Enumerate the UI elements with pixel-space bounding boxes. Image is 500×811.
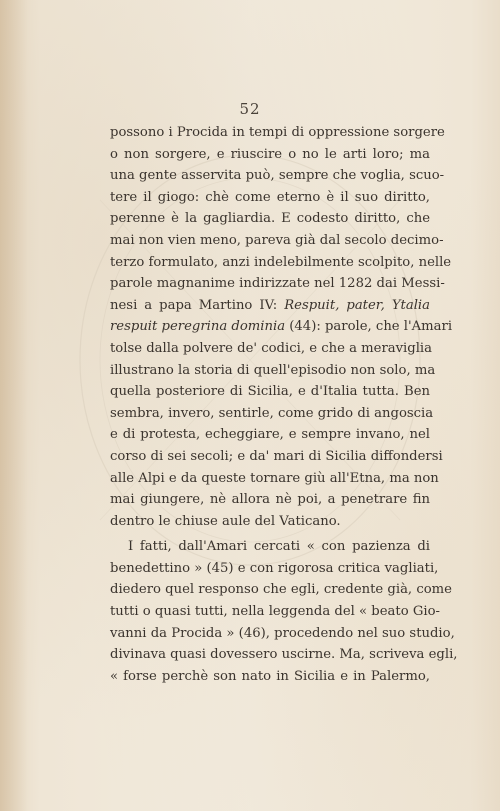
text-run: nesi a papa Martino IV:: [110, 297, 285, 313]
page-edge-stain: [0, 0, 28, 811]
text-line: quella posteriore di Sicilia, e d'Italia tutta. Ben: [110, 384, 430, 400]
page-number: 52: [239, 100, 261, 118]
text-line: sembra, invero, sentirle, come grido di angoscia: [110, 405, 434, 421]
text-line: possono i Procida in tempi di oppressione sorgere: [110, 125, 445, 140]
latin-quote: respuit peregrina dominia: [110, 319, 286, 335]
text-line: I fatti, dall'Amari cercati « con pazienza di: [128, 539, 430, 555]
text-line: tolse dalla polvere de' codici, e che a meraviglia: [110, 340, 433, 356]
text-line: o non sorgere, e riuscire o no le arti loro; ma: [110, 146, 430, 162]
text-line: benedettino » (45) e con rigorosa critica vagliati,: [110, 560, 439, 576]
text-line: diedero quel responso che egli, credente già, come: [110, 582, 452, 598]
text-line: e di protesta, echeggiare, e sempre invano, nel: [110, 427, 430, 443]
text-line: tutti o quasi tutti, nella leggenda del « beato Gio-: [110, 604, 440, 620]
text-line: [110, 316, 453, 338]
text-line: perenne è la gagliardia. E codesto diritto, che: [110, 211, 430, 227]
text-line: dentro le chiuse aule del Vaticano.: [110, 513, 341, 529]
text-run: (44): parole, che l'Amari: [285, 319, 453, 335]
text-line: alle Alpi e da queste tornare giù all'Etna, ma non: [110, 470, 439, 486]
latin-quote: Respuit, pater, Ytalia: [284, 297, 430, 313]
text-line: corso di sei secoli; e da' mari di Sicilia diffondersi: [110, 448, 443, 464]
text-line: illustrano la storia di quell'episodio non solo, ma: [110, 362, 436, 378]
text-line: parole magnanime indirizzate nel 1282 dai Messi-: [110, 276, 445, 292]
body-text: [110, 122, 458, 687]
text-line: mai non vien meno, pareva già dal secolo decimo-: [110, 232, 444, 248]
text-line: una gente asservita può, sempre che voglia, scuo-: [110, 168, 445, 184]
text-line: vanni da Procida » (46), procedendo nel suo studio,: [110, 625, 455, 641]
text-line: « forse perchè son nato in Sicilia e in Palermo,: [110, 668, 430, 684]
text-line: mai giungere, nè allora nè poi, a penetrare fin: [110, 492, 430, 508]
text-line: [110, 295, 430, 317]
text-line: terzo formulato, anzi indelebilmente scolpito, nelle: [110, 254, 452, 270]
text-line: divinava quasi dovessero uscirne. Ma, scriveva egli,: [110, 647, 458, 663]
text-line: tere il giogo: chè come eterno è il suo diritto,: [110, 189, 430, 205]
